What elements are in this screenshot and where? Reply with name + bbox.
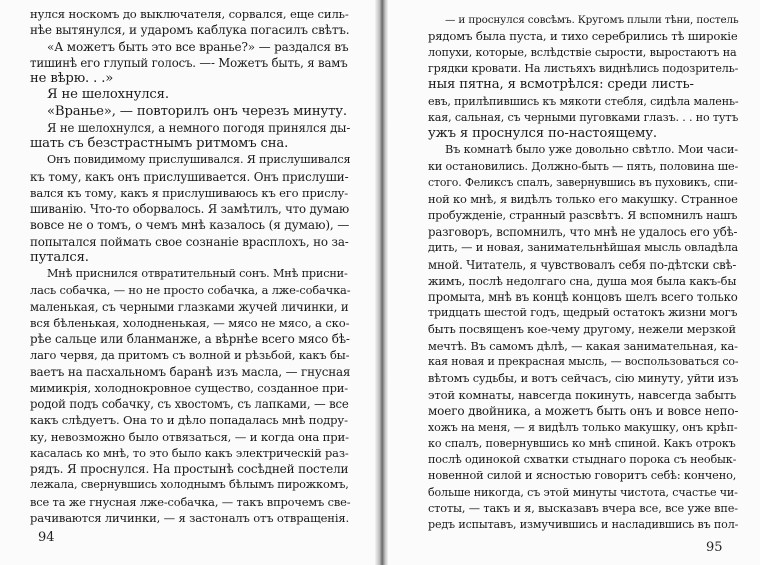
- text-line: вся бѣленькая, холодненькая, — мясо не мясо, а ско-: [30, 315, 350, 330]
- text-line: вался къ тому, какъ я прислушиваюсь къ его прислу-: [30, 185, 348, 200]
- text-line: хожъ на меня, — я видѣлъ только макушку, онъ крѣп-: [428, 420, 738, 434]
- book-gutter: [375, 0, 388, 565]
- text-line: моего двойника, а можетъ быть онъ и вовсе непо-: [428, 404, 739, 419]
- text-line: дить, — и новая, занимательнѣйшая мысль овладѣла: [428, 241, 738, 255]
- text-line: этой комнаты, навсегда покинуть, навсегда забыть: [428, 387, 737, 402]
- text-line: лопухи, которые, вслѣдствіе сырости, выростаютъ на: [428, 45, 737, 59]
- text-line: Я не шелохнулся, а немного погодя принялся ды-: [47, 120, 351, 135]
- text-line: не вѣрю. . .»: [30, 71, 114, 86]
- text-line: редъ испытавъ, измучившись и насладившись въ пол-: [428, 518, 739, 532]
- right-page: [388, 0, 760, 565]
- text-line: «А можетъ быть это все вранье?» — раздался въ: [47, 39, 349, 54]
- text-line: рачиваются личинки, — я застоналъ отъ отвращенія.: [30, 510, 349, 525]
- text-line: — и проснулся совсѣмъ. Кругомъ плыли тѣни, постель: [445, 14, 739, 26]
- text-line: ки остановились. Должно-быть — пять, половина ше-: [428, 159, 739, 173]
- text-line: ваетъ на пасхальномъ баранѣ изъ масла, — гнусная: [30, 364, 351, 379]
- text-line: родой подъ собачку, съ хвостомъ, съ лапками, — все: [30, 397, 349, 411]
- text-line: вѣтомъ судьбы, и вотъ сейчасъ, сію минуту, уйти изъ: [428, 371, 739, 385]
- text-line: ной ко мнѣ, я видѣлъ только его макушку. Странное: [428, 192, 738, 207]
- text-line: шиванію. Что-то оборвалось. Я замѣтилъ, что думаю: [30, 202, 350, 216]
- text-line: нулся носкомъ до выключателя, сорвался, еще силь-: [30, 7, 349, 21]
- left-page: [0, 0, 375, 565]
- text-line: мечтѣ. Въ самомъ дѣлѣ, — какая занимательная, ка-: [428, 339, 738, 353]
- text-line: «Вранье», — повторилъ онъ черезъ минуту.: [47, 103, 347, 119]
- text-line: попытался поймать свое сознаніе врасплохъ, но за-: [30, 234, 349, 249]
- text-line: Мнѣ приснился отвратительный сонъ. Мнѣ присни-: [47, 267, 348, 280]
- text-line: какъ слѣдуетъ. Она то и дѣло попадалась мнѣ подру-: [30, 413, 348, 428]
- text-line: лаго червя, да притомъ съ волной и рѣзьбой, какъ бы-: [30, 348, 350, 363]
- right-page-number: 95: [706, 540, 723, 555]
- text-line: касалась ко мнѣ, то это было какъ электрическій раз-: [30, 445, 349, 460]
- text-line: рядомъ была пуста, и тихо серебрились тѣ широкіе: [428, 29, 738, 44]
- text-line: тишинѣ его глупый голосъ. —- Можетъ быть, я вамъ: [30, 55, 348, 70]
- text-line: грядки кровати. На листьяхъ виднѣлись подозритель-: [428, 61, 739, 75]
- text-line: лась собачка, — но не просто собачка, а лже-собачка-: [30, 283, 351, 298]
- text-line: вовсе не о томъ, о чемъ мнѣ казалось (я думаю), —: [30, 218, 350, 233]
- text-line: быть посвященъ кое-чему другому, нежели мерзкой: [428, 322, 736, 336]
- text-line: разговоръ, вспомнилъ, что мнѣ не удалось его убѣ-: [428, 224, 738, 239]
- text-line: Въ комнатѣ было уже довольно свѣтло. Мои часи-: [445, 143, 738, 157]
- text-line: мимикрія, холоднокровное существо, созданное при-: [30, 380, 349, 395]
- text-line: ко спалъ, повернувшись ко мнѣ спиной. Какъ отрокъ: [428, 436, 736, 450]
- text-line: стого. Феликсъ спалъ, завернувшись въ пуховикъ, спи-: [428, 176, 738, 189]
- text-line: евъ, прилѣпившись къ мякоти стебля, сидѣла малень-: [428, 94, 739, 108]
- text-line: рѣе сальце или бланманже, а вѣрнѣе всего мясо бѣ-: [30, 332, 350, 346]
- text-line: больше никогда, съ этой минуты чистота, счастье чи-: [428, 485, 738, 499]
- text-line: маленькая, съ черными глазками жучей личинки, и: [30, 299, 349, 314]
- text-line: ужъ я проснулся по-настоящему.: [428, 126, 657, 142]
- text-line: нѣе вытянулся, и ударомъ каблука погасилъ свѣтъ.: [30, 23, 350, 38]
- text-line: тридцать шестой годъ, щедрый остатокъ жизни могъ: [428, 306, 738, 320]
- text-line: промыта, мнѣ въ концѣ концовъ шелъ всего только: [428, 290, 738, 305]
- text-line: рядъ. Я проснулся. На простынѣ сосѣдней постели: [30, 462, 349, 476]
- text-line: кая новая и прекрасная мысль, — воспользоваться со-: [428, 355, 739, 369]
- text-line: все та же гнусная лже-собачка, — такъ впрочемъ свe-: [30, 494, 351, 509]
- text-line: Онъ повидимому прислушивался. Я прислушивался: [47, 153, 351, 167]
- text-line: Я не шелохнулся.: [47, 87, 169, 103]
- text-line: ныя пятна, я всмотрѣлся: среди листь-: [428, 77, 694, 93]
- text-line: шать съ безстрастнымъ ритмомъ сна.: [30, 136, 289, 151]
- text-line: лежала, свернувшись холоднымъ бѣлымъ пирожкомъ,: [30, 478, 349, 492]
- text-line: къ тому, какъ онъ прислушивается. Онъ прислуши-: [30, 169, 349, 184]
- text-line: стоты, — такъ и я, высказавъ вчера все, все уже впе-: [428, 502, 738, 515]
- text-line: кая, сальная, съ черными пуговками глазъ. . . но тутъ: [428, 110, 739, 124]
- text-line: путался.: [30, 249, 89, 265]
- text-line: послѣ одинокой схватки стыднаго порока съ необык-: [428, 453, 737, 467]
- text-line: пробужденіе, странный разсвѣтъ. Я вспомнилъ нашъ: [428, 208, 738, 222]
- text-line: жимъ, послѣ недолгаго сна, душа моя была какъ-бы: [428, 273, 737, 288]
- text-line: новенной силой и ясностью говоритъ себѣ: кончено,: [428, 469, 737, 483]
- left-page-number: 94: [38, 530, 55, 545]
- text-line: ку, невозможно было отвязаться, — и когда она при-: [30, 429, 349, 444]
- text-line: мной. Читатель, я чувствовалъ себя по-дѣтски свѣ-: [428, 257, 737, 272]
